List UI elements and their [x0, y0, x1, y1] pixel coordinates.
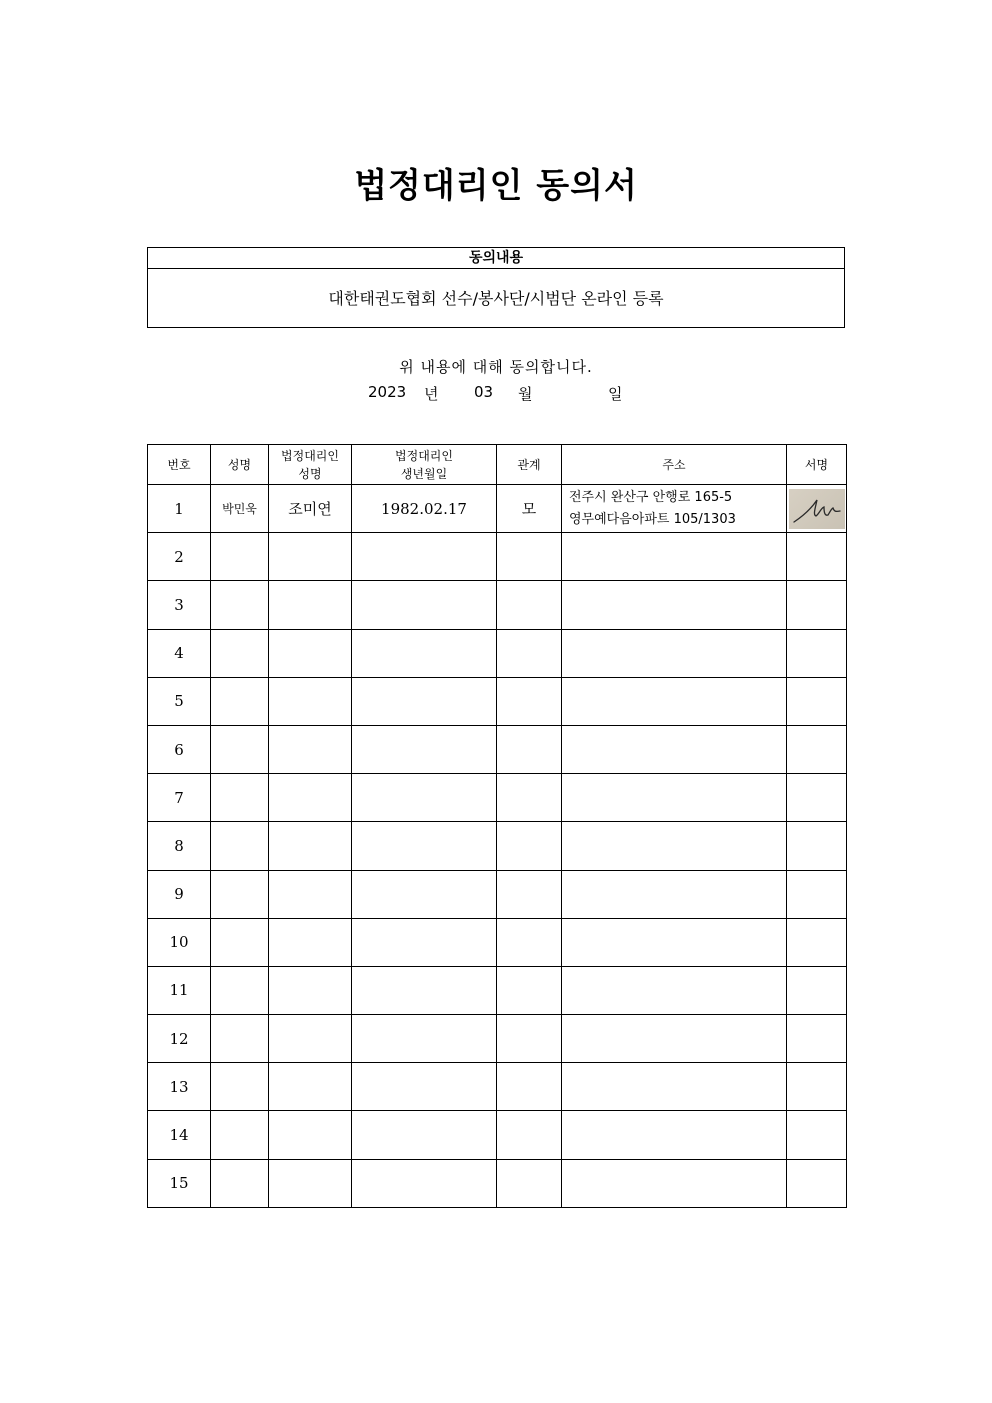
row-signature[interactable]	[787, 774, 847, 822]
consent-content: 대한태권도협회 선수/봉사단/시범단 온라인 등록	[328, 289, 664, 308]
row-guardian-birth[interactable]: 1982.02.17	[352, 485, 497, 533]
row-name[interactable]	[211, 774, 269, 822]
row-guardian-name[interactable]	[269, 629, 352, 677]
row-number: 1	[148, 485, 211, 533]
header-guardian-birth-line1: 법정대리인	[395, 448, 453, 463]
header-relation: 관계	[497, 445, 562, 485]
row-guardian-name[interactable]	[269, 1015, 352, 1063]
row-guardian-birth[interactable]	[352, 1015, 497, 1063]
row-number: 13	[148, 1063, 211, 1111]
row-relation[interactable]	[497, 581, 562, 629]
row-address[interactable]	[562, 1063, 787, 1111]
row-relation[interactable]	[497, 1111, 562, 1159]
row-signature[interactable]	[787, 677, 847, 725]
row-relation[interactable]	[497, 1159, 562, 1207]
row-guardian-birth[interactable]	[352, 1111, 497, 1159]
signature-image	[789, 489, 845, 529]
row-name[interactable]	[211, 677, 269, 725]
row-address[interactable]	[562, 1015, 787, 1063]
row-address[interactable]	[562, 822, 787, 870]
row-relation[interactable]	[497, 1015, 562, 1063]
row-signature[interactable]	[787, 822, 847, 870]
table-row	[148, 1015, 847, 1063]
row-name[interactable]	[211, 533, 269, 581]
row-address-line2: 영무예다음아파트 105/1303	[569, 511, 736, 527]
row-relation[interactable]	[497, 629, 562, 677]
row-name[interactable]	[211, 822, 269, 870]
row-name[interactable]	[211, 1063, 269, 1111]
row-guardian-birth[interactable]	[352, 629, 497, 677]
row-guardian-birth[interactable]	[352, 677, 497, 725]
row-address[interactable]	[562, 918, 787, 966]
date-year: 2023	[368, 383, 407, 401]
row-guardian-name[interactable]	[269, 533, 352, 581]
row-name[interactable]	[211, 966, 269, 1014]
table-row	[148, 870, 847, 918]
row-number: 6	[148, 725, 211, 773]
row-signature[interactable]	[787, 485, 847, 533]
row-signature[interactable]	[787, 629, 847, 677]
row-relation[interactable]	[497, 725, 562, 773]
table-row	[148, 581, 847, 629]
row-name[interactable]	[211, 581, 269, 629]
row-number: 3	[148, 581, 211, 629]
row-signature[interactable]	[787, 1063, 847, 1111]
row-number: 15	[148, 1159, 211, 1207]
row-address[interactable]	[562, 629, 787, 677]
row-name[interactable]	[211, 918, 269, 966]
row-relation[interactable]	[497, 774, 562, 822]
row-address[interactable]	[562, 1111, 787, 1159]
registration-table	[147, 444, 847, 1208]
header-guardian-name-line1: 법정대리인	[281, 448, 339, 463]
header-guardian-name	[269, 445, 352, 485]
row-signature[interactable]	[787, 1015, 847, 1063]
row-guardian-birth[interactable]	[352, 1063, 497, 1111]
row-guardian-birth[interactable]	[352, 966, 497, 1014]
row-number: 5	[148, 677, 211, 725]
row-number: 14	[148, 1111, 211, 1159]
consent-box	[147, 247, 845, 328]
row-name[interactable]	[211, 870, 269, 918]
row-number: 11	[148, 966, 211, 1014]
row-address[interactable]	[562, 725, 787, 773]
row-guardian-name[interactable]	[269, 677, 352, 725]
row-number: 2	[148, 533, 211, 581]
row-relation[interactable]	[497, 533, 562, 581]
row-address-line1: 전주시 완산구 안행로 165-5	[569, 489, 733, 505]
header-address: 주소	[562, 445, 787, 485]
row-guardian-birth[interactable]	[352, 533, 497, 581]
date-month-unit: 월	[518, 385, 533, 403]
row-signature[interactable]	[787, 725, 847, 773]
table-header-row	[148, 445, 847, 485]
row-guardian-birth[interactable]	[352, 774, 497, 822]
row-relation[interactable]	[497, 966, 562, 1014]
table-row	[148, 1159, 847, 1207]
agree-statement: 위 내용에 대해 동의합니다.	[399, 358, 593, 376]
row-guardian-birth[interactable]	[352, 1159, 497, 1207]
row-relation[interactable]	[497, 918, 562, 966]
row-relation[interactable]	[497, 870, 562, 918]
date-year-unit: 년	[424, 385, 439, 403]
header-name: 성명	[211, 445, 269, 485]
row-address[interactable]	[562, 870, 787, 918]
row-relation[interactable]: 모	[497, 485, 562, 533]
row-number: 7	[148, 774, 211, 822]
table-row	[148, 918, 847, 966]
row-guardian-name[interactable]	[269, 1063, 352, 1111]
header-guardian-birth-line2: 생년월일	[400, 466, 448, 481]
row-name[interactable]	[211, 725, 269, 773]
row-guardian-name[interactable]	[269, 1159, 352, 1207]
table-row	[148, 533, 847, 581]
row-number: 9	[148, 870, 211, 918]
table-row	[148, 1063, 847, 1111]
row-relation[interactable]	[497, 822, 562, 870]
table-row	[148, 774, 847, 822]
row-relation[interactable]	[497, 677, 562, 725]
consent-header: 동의내용	[148, 248, 844, 269]
header-guardian-name-line2: 성명	[298, 466, 322, 481]
row-guardian-name[interactable]: 조미연	[269, 485, 352, 533]
row-guardian-name[interactable]	[269, 870, 352, 918]
row-guardian-birth[interactable]	[352, 918, 497, 966]
table-row	[148, 822, 847, 870]
row-guardian-name[interactable]	[269, 918, 352, 966]
row-signature[interactable]	[787, 533, 847, 581]
row-guardian-name[interactable]	[269, 725, 352, 773]
row-guardian-name[interactable]	[269, 774, 352, 822]
table-row	[148, 1111, 847, 1159]
date-month: 03	[474, 383, 494, 401]
table-row	[148, 725, 847, 773]
row-name[interactable]	[211, 1015, 269, 1063]
row-number: 10	[148, 918, 211, 966]
row-signature[interactable]	[787, 918, 847, 966]
row-signature[interactable]	[787, 1111, 847, 1159]
page-title: 법정대리인 동의서	[354, 166, 638, 206]
row-guardian-name[interactable]	[269, 1111, 352, 1159]
row-number: 4	[148, 629, 211, 677]
header-signature: 서명	[787, 445, 847, 485]
row-relation[interactable]	[497, 1063, 562, 1111]
row-address[interactable]	[562, 533, 787, 581]
row-guardian-name[interactable]	[269, 822, 352, 870]
row-name[interactable]	[211, 629, 269, 677]
date-day-unit: 일	[608, 385, 623, 403]
table-row	[148, 629, 847, 677]
row-guardian-name[interactable]	[269, 581, 352, 629]
row-address[interactable]	[562, 485, 787, 533]
row-number: 12	[148, 1015, 211, 1063]
row-address[interactable]	[562, 1159, 787, 1207]
row-number: 8	[148, 822, 211, 870]
row-guardian-birth[interactable]	[352, 581, 497, 629]
row-guardian-birth[interactable]	[352, 822, 497, 870]
row-signature[interactable]	[787, 581, 847, 629]
row-address[interactable]	[562, 581, 787, 629]
row-signature[interactable]	[787, 966, 847, 1014]
row-address[interactable]	[562, 774, 787, 822]
row-name[interactable]: 박민욱	[211, 485, 269, 533]
table-row	[148, 966, 847, 1014]
row-guardian-birth[interactable]	[352, 870, 497, 918]
table-row	[148, 677, 847, 725]
row-signature[interactable]	[787, 1159, 847, 1207]
row-name[interactable]	[211, 1159, 269, 1207]
row-signature[interactable]	[787, 870, 847, 918]
table-row	[148, 485, 847, 533]
header-no: 번호	[148, 445, 211, 485]
header-guardian-birth	[352, 445, 497, 485]
row-guardian-name[interactable]	[269, 966, 352, 1014]
row-name[interactable]	[211, 1111, 269, 1159]
row-guardian-birth[interactable]	[352, 725, 497, 773]
row-address[interactable]	[562, 677, 787, 725]
row-address[interactable]	[562, 966, 787, 1014]
